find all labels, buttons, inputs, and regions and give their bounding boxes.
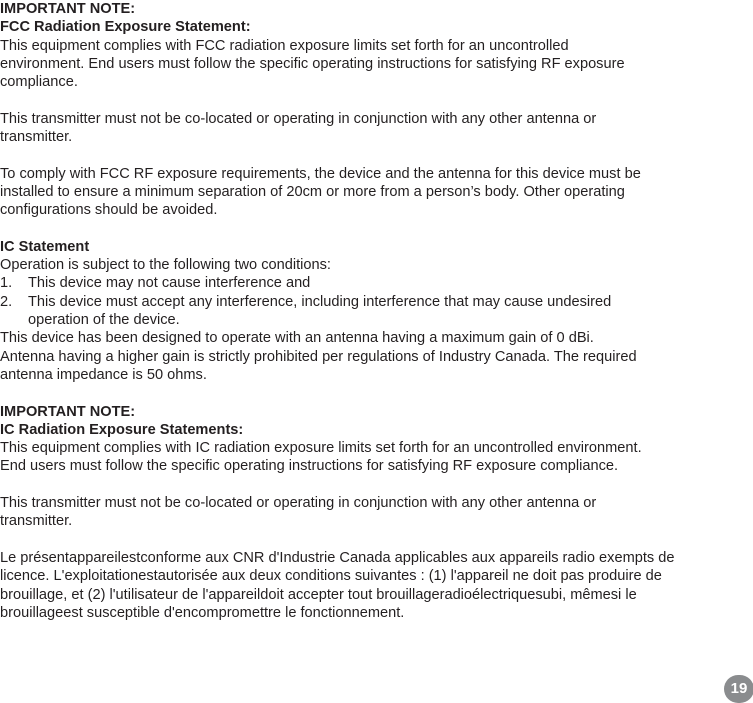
ic-exposure-heading: IC Radiation Exposure Statements: [0,421,244,438]
list-text: This device may not cause interference and [28,275,311,292]
spacer [0,476,735,494]
fcc-para3-line: installed to ensure a minimum separation of 20cm or more from a person’s body. Other operating [0,183,625,200]
list-number: 2. [0,293,13,310]
ic-exposure-para1-line: This equipment complies with IC radiation exposure limits set forth for an uncontrolled environment. [0,440,642,457]
important-note-heading: IMPORTANT NOTE: [0,403,136,420]
fcc-para3-line: To comply with FCC RF exposure requirements, the device and the antenna for this device must be [0,165,641,182]
ic-antenna-line: antenna impedance is 50 ohms. [0,366,207,383]
spacer [0,91,735,109]
list-text-continuation: operation of the device. [28,312,180,329]
ic-intro: Operation is subject to the following two conditions: [0,257,331,274]
ic-antenna-line: This device has been designed to operate with an antenna having a maximum gain of 0 dBi. [0,330,594,347]
ic-condition-item [0,274,735,292]
spacer [0,531,735,549]
french-statement-line: Le présentappareilestconforme aux CNR d'Industrie Canada applicables aux appareils radio exempts de [0,549,675,566]
fcc-para2-line: This transmitter must not be co-located or operating in conjunction with any other antenna or [0,110,597,127]
page-number-badge: 19 [724,675,753,703]
important-note-heading: IMPORTANT NOTE: [0,1,136,17]
french-statement-line: licence. L'exploitationestautorisée aux deux conditions suivantes : (1) l'appareil ne doit pas produire de [0,568,662,585]
french-statement-line: brouillage, et (2) l'utilisateur de l'appareildoit accepter tout brouillageradioélectriquesubi, mêmesi le [0,586,637,603]
spacer [0,146,735,164]
fcc-para1-line: This equipment complies with FCC radiation exposure limits set forth for an uncontrolled [0,37,569,54]
ic-statement-heading: IC Statement [0,238,90,255]
ic-condition-item [0,293,735,311]
french-statement-line: brouillageest susceptible d'encompromettre le fonctionnement. [0,604,405,621]
ic-exposure-para1-line: End users must follow the specific operating instructions for satisfying RF exposure compliance. [0,458,619,475]
fcc-para1-line: compliance. [0,74,78,91]
spacer [0,384,735,402]
list-number: 1. [0,275,13,292]
list-text: This device must accept any interference, including interference that may cause undesired [28,293,612,310]
ic-exposure-para2-line: This transmitter must not be co-located or operating in conjunction with any other antenna or [0,495,597,512]
fcc-para1-line: environment. End users must follow the specific operating instructions for satisfying RF exposure [0,55,625,72]
fcc-para3-line: configurations should be avoided. [0,202,218,219]
fcc-exposure-heading: FCC Radiation Exposure Statement: [0,19,251,36]
spacer [0,220,735,238]
fcc-para2-line: transmitter. [0,129,73,146]
ic-antenna-line: Antenna having a higher gain is strictly prohibited per regulations of Industry Canada. The required [0,348,637,365]
ic-exposure-para2-line: transmitter. [0,513,73,530]
